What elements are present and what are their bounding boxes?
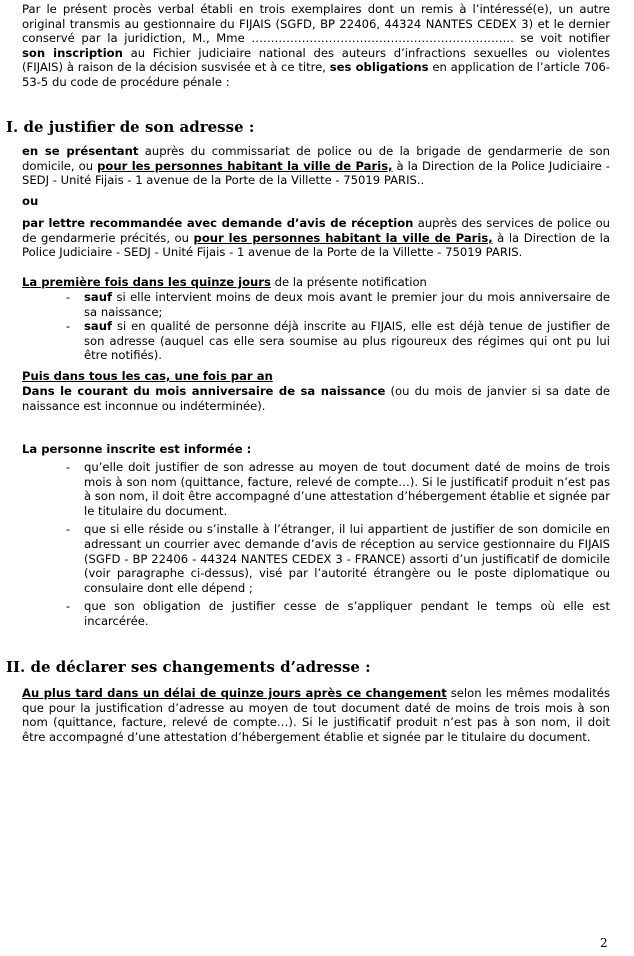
intro-paragraph [22,2,610,90]
section-2-heading: II. de déclarer ses changements d’adresse : [6,658,371,676]
list-item: - sauf si en qualité de personne déjà inscrite au FIJAIS, elle est déjà tenue de justifier de son adresse (auquel cas elle sera soumise au plus rigoureux des régimes qui ont pu lui être notifiés). [66,319,610,363]
list-item: - sauf si elle intervient moins de deux mois avant le premier jour du mois anniversaire de sa naissance; [66,290,610,319]
informed-heading: La personne inscrite est informée : [22,442,252,456]
first-time-list [66,290,610,363]
intro-text-2: au Fichier judiciaire national des auteurs d’infractions sexuelles ou violentes (FIJAIS) à raison de la décision susvisée et à ce titre, [22,45,610,75]
section-2-paragraph: Au plus tard dans un délai de quinze jours après ce changement selon les mêmes modalités que pour la justification d’adresse au moyen de tout document daté de moins de trois mois à son nom (quittance, facture, relevé de compte…). Si le justificatif produit n’est pas à son nom, il doit être accompagné d’une attestation d’hébergement établie et signée par le titulaire du document. [22,686,610,744]
page-number: 2 [600,936,608,950]
list-item: - que son obligation de justifier cesse de s’appliquer pendant le temps où elle est incarcérée. [66,599,610,628]
intro-bold-obligations: ses obligations [329,60,429,75]
informed-list [66,460,610,629]
birthday-paragraph: Dans le courant du mois anniversaire de sa naissance (ou du mois de janvier si sa date de naissance est inconnue ou indéterminée). [22,384,610,413]
section-1-para-1: en se présentant auprès du commissariat de police ou de la brigade de gendarmerie de son domicile, ou pour les personnes habitant la ville de Paris, à la Direction de la Police Judiciaire - SEDJ - Unité Fijais - 1 avenue de la Porte de la Villette - 75019 PARIS.. [22,144,610,188]
section-1-heading: I. de justifier de son adresse : [6,118,255,136]
intro-bold-inscription: son inscription [22,45,123,60]
then-yearly-line: Puis dans tous les cas, une fois par an [22,369,273,383]
section-1-para-2: par lettre recommandée avec demande d’avis de réception auprès des services de police ou de gendarmerie précités, ou pour les personnes habitant la ville de Paris, à la Direction de la Police Judiciaire - SEDJ - Unité Fijais - 1 avenue de la Porte de la Villette - 75019 PARIS. [22,216,611,260]
list-item: - que si elle réside ou s’installe à l’étranger, il lui appartient de justifier de son domicile en adressant un courrier avec demande d’avis de réception au service gestionnaire du FIJAIS (SGFD - BP 22406 - 44324 NANTES CEDEX 3 - FRANCE) assorti d’un justificatif de domicile (voir paragraphe ci-dessus), visé par l’autorité étrangère ou le poste diplomatique ou consulaire dont elle dépend ; [66,522,610,595]
first-time-line: La première fois dans les quinze jours de la présente notification [22,275,427,289]
or-label: ou [22,194,39,208]
list-item: - qu’elle doit justifier de son adresse au moyen de tout document daté de moins de trois mois à son nom (quittance, facture, relevé de compte…). Si le justificatif produit n’est pas à son nom, il doit être accompagné d’une attestation d’hébergement établie et signée par le titulaire du document. [66,460,610,518]
intro-text-3: en application de l’article 706-53-5 du code de procédure pénale : [22,60,611,89]
intro-text: Par le présent procès verbal établi en trois exemplaires dont un remis à l’intéressé(e), un autre original transmis au gestionnaire du FIJAIS (SGFD, BP 22406, 44324 NANTES CEDEX 3) et le dernier conservé par la juridiction, M., Mme ………………………………………………………….. se voit notifier [22,2,610,46]
